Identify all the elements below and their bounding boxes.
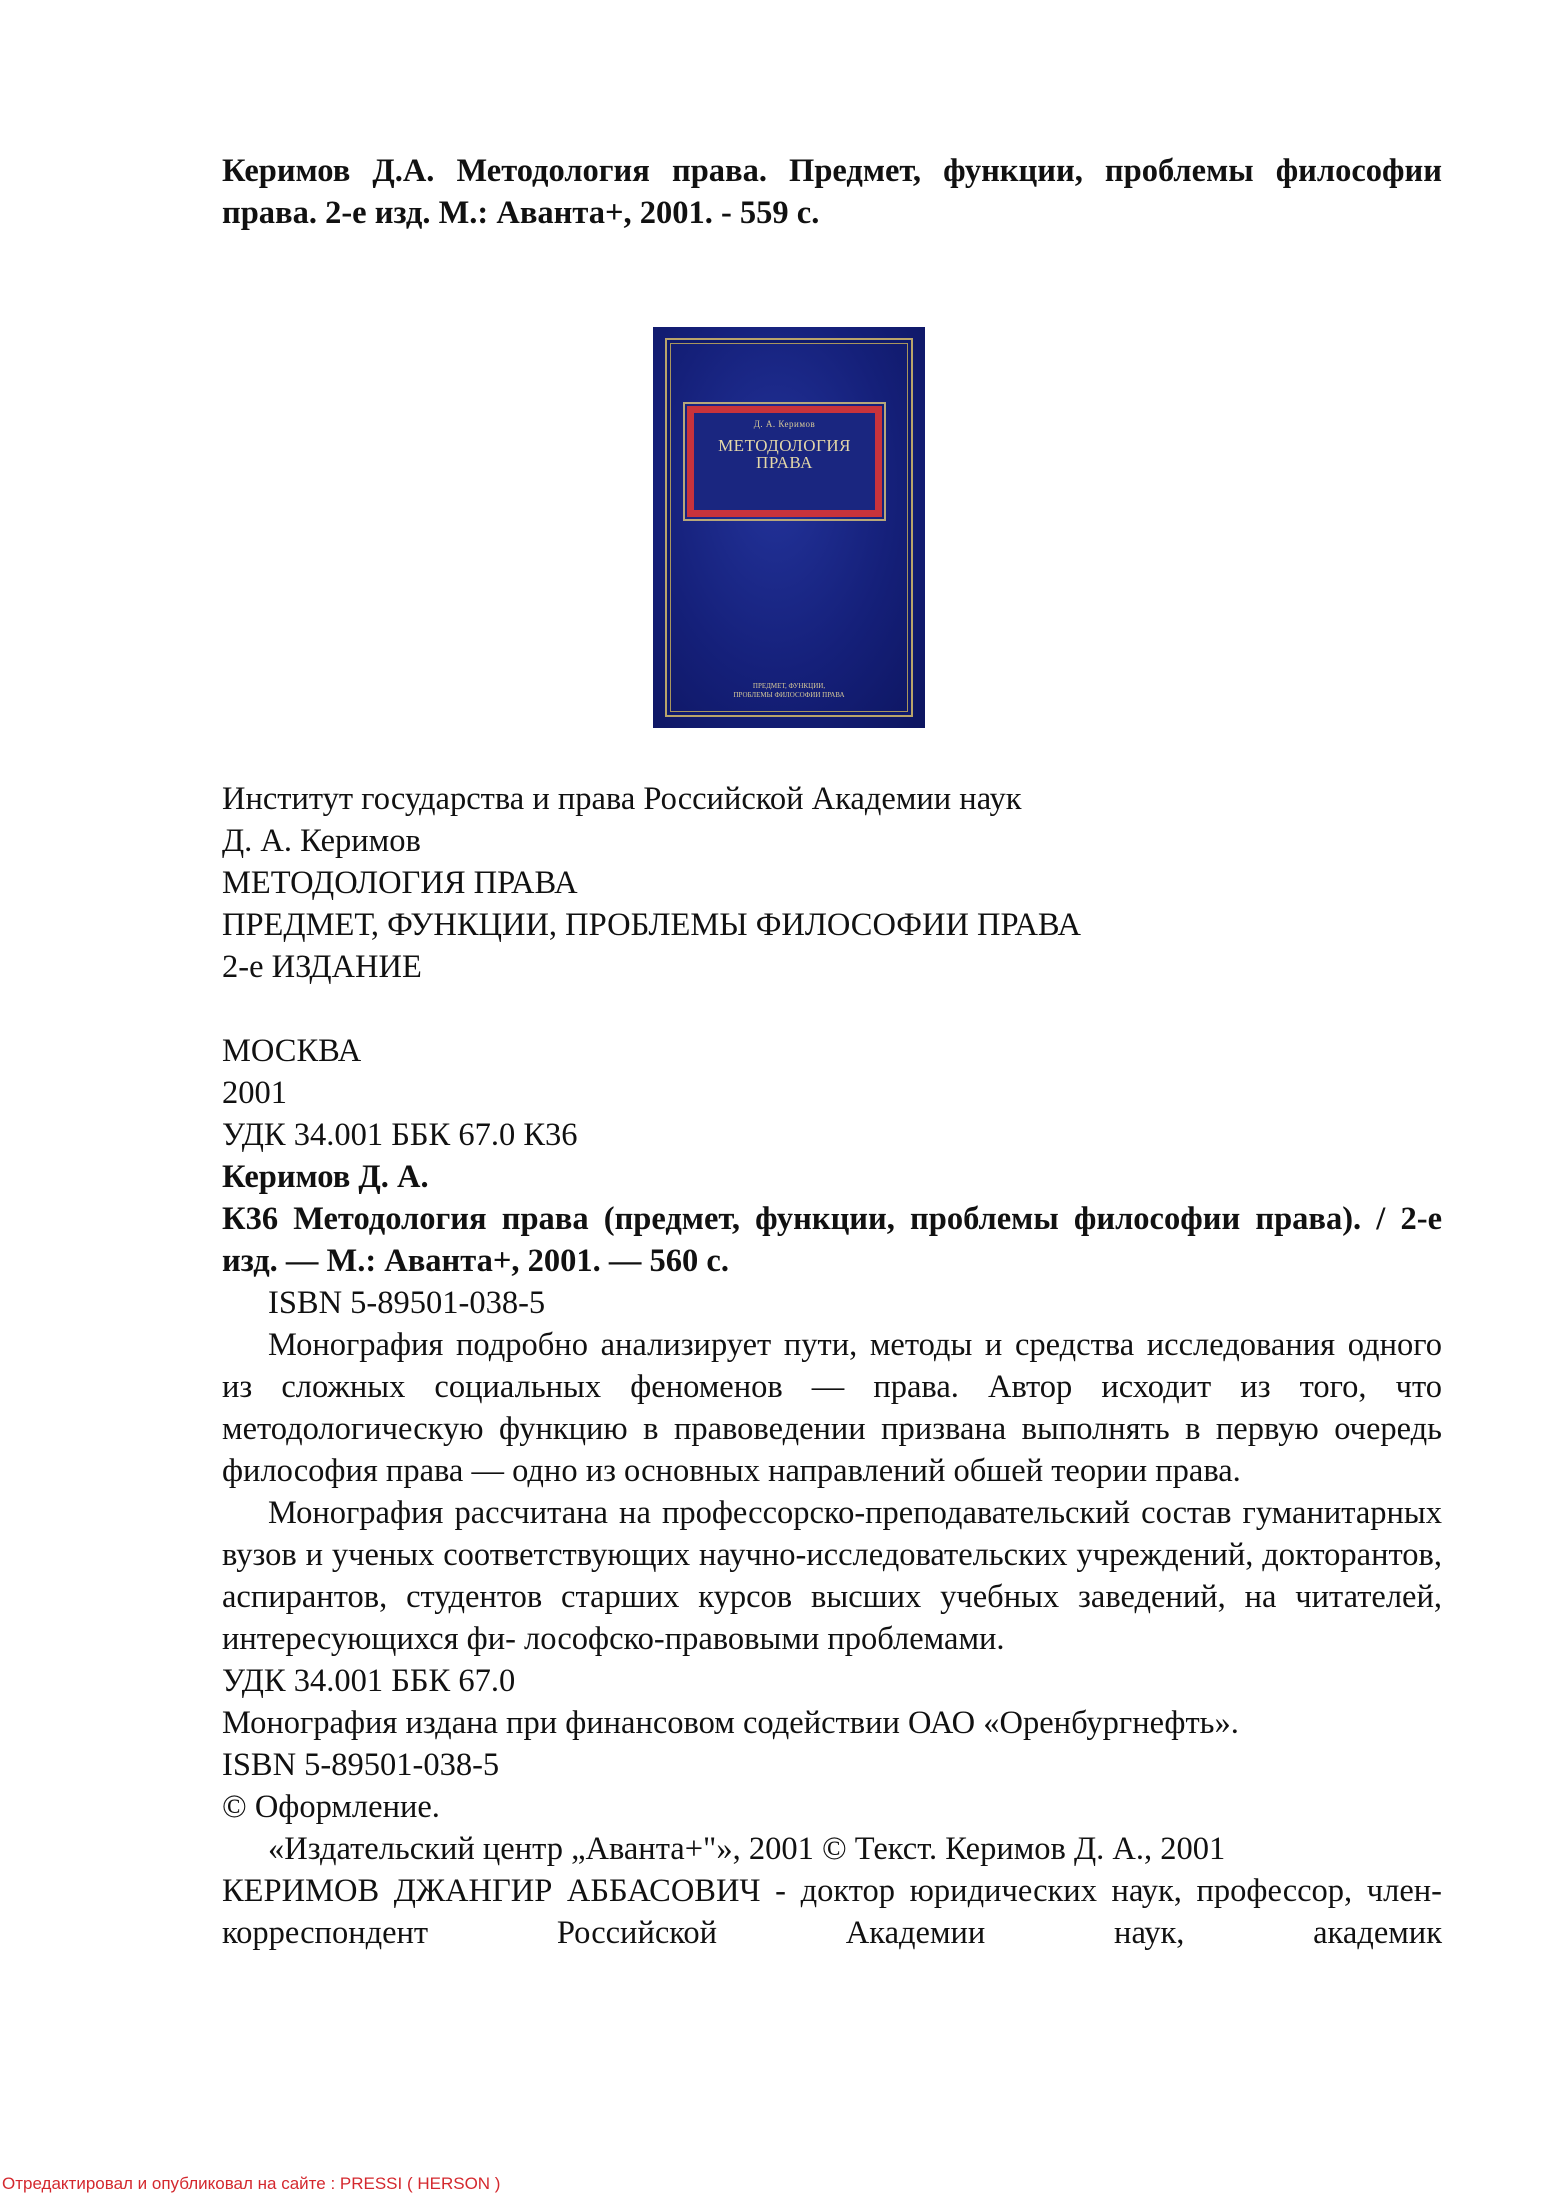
book-subtitle: ПРЕДМЕТ, ФУНКЦИИ, ПРОБЛЕМЫ ФИЛОСОФИИ ПРАВА xyxy=(222,907,1082,943)
edition: 2-е ИЗДАНИЕ xyxy=(222,949,422,985)
city: МОСКВА xyxy=(222,1033,362,1069)
abstract-paragraph-2: Монография рассчитана на профессорско-преподавательский состав гуманитарных вузов и ученых соответствующих научно-исследовательских учреждений, докторантов, аспирантов, студентов старших курсов высших учебных заведений, на читателей, интересующихся фи- лософско-правовыми проблемами. xyxy=(222,1495,1442,1657)
cover-author: Д. А. Керимов xyxy=(753,419,816,429)
title-page-block xyxy=(222,778,1442,988)
cover-title-line-1: МЕТОДОЛОГИЯ xyxy=(718,436,851,455)
author-name: Д. А. Керимов xyxy=(222,823,421,859)
book-title: МЕТОДОЛОГИЯ ПРАВА xyxy=(222,865,578,901)
bibliographic-record: К36 Методология права (предмет, функции, проблемы философии права). / 2-е изд. — М.: Аванта+, 2001. — 560 с. xyxy=(222,1201,1442,1279)
imprint-block xyxy=(222,1030,1442,1954)
copyright-publisher: «Издательский центр „Аванта+"», 2001 © Текст. Керимов Д. А., 2001 xyxy=(268,1831,1226,1867)
copyright-design: © Оформление. xyxy=(222,1789,440,1825)
author-bold: Керимов Д. А. xyxy=(222,1159,429,1195)
footer-credit: Отредактировал и опубликовал на сайте : PRESSI ( HERSON ) xyxy=(2,2174,501,2193)
cover-subtitle xyxy=(653,682,925,700)
author-bio: КЕРИМОВ ДЖАНГИР АББАСОВИЧ - доктор юридических наук, профессор, член-корреспондент Российской Академии наук, академик xyxy=(222,1873,1442,1951)
institute-name: Институт государства и права Российской Академии наук xyxy=(222,781,1022,817)
cover-gilt-frame xyxy=(665,338,913,717)
classification-codes: УДК 34.001 ББК 67.0 К36 xyxy=(222,1117,578,1153)
isbn-indented: ISBN 5-89501-038-5 xyxy=(268,1285,546,1321)
cover-subtitle-line-2: ПРОБЛЕМЫ ФИЛОСОФИИ ПРАВА xyxy=(733,691,845,699)
abstract-paragraph-1: Монография подробно анализирует пути, методы и средства исследования одного из сложных социальных феноменов — права. Автор исходит из того, что методологическую функцию в правоведении призвана выполнять в первую очередь философия права — одно из основных направлений обшей теории права. xyxy=(222,1327,1442,1489)
cover-title xyxy=(694,437,875,471)
year: 2001 xyxy=(222,1075,287,1111)
cover-title-line-2: ПРАВА xyxy=(756,453,813,472)
cover-title-label xyxy=(687,406,882,517)
isbn: ISBN 5-89501-038-5 xyxy=(222,1747,500,1783)
sponsor-note: Монография издана при финансовом содействии ОАО «Оренбургнефть». xyxy=(222,1705,1239,1741)
cover-subtitle-line-1: ПРЕДМЕТ, ФУНКЦИИ, xyxy=(752,682,826,690)
citation-heading: Керимов Д.А. Методология права. Предмет, функции, проблемы философии права. 2-е изд. М.: Аванта+, 2001. - 559 с. xyxy=(222,153,1442,231)
book-cover-image xyxy=(653,327,925,728)
classification-codes-2: УДК 34.001 ББК 67.0 xyxy=(222,1663,516,1699)
